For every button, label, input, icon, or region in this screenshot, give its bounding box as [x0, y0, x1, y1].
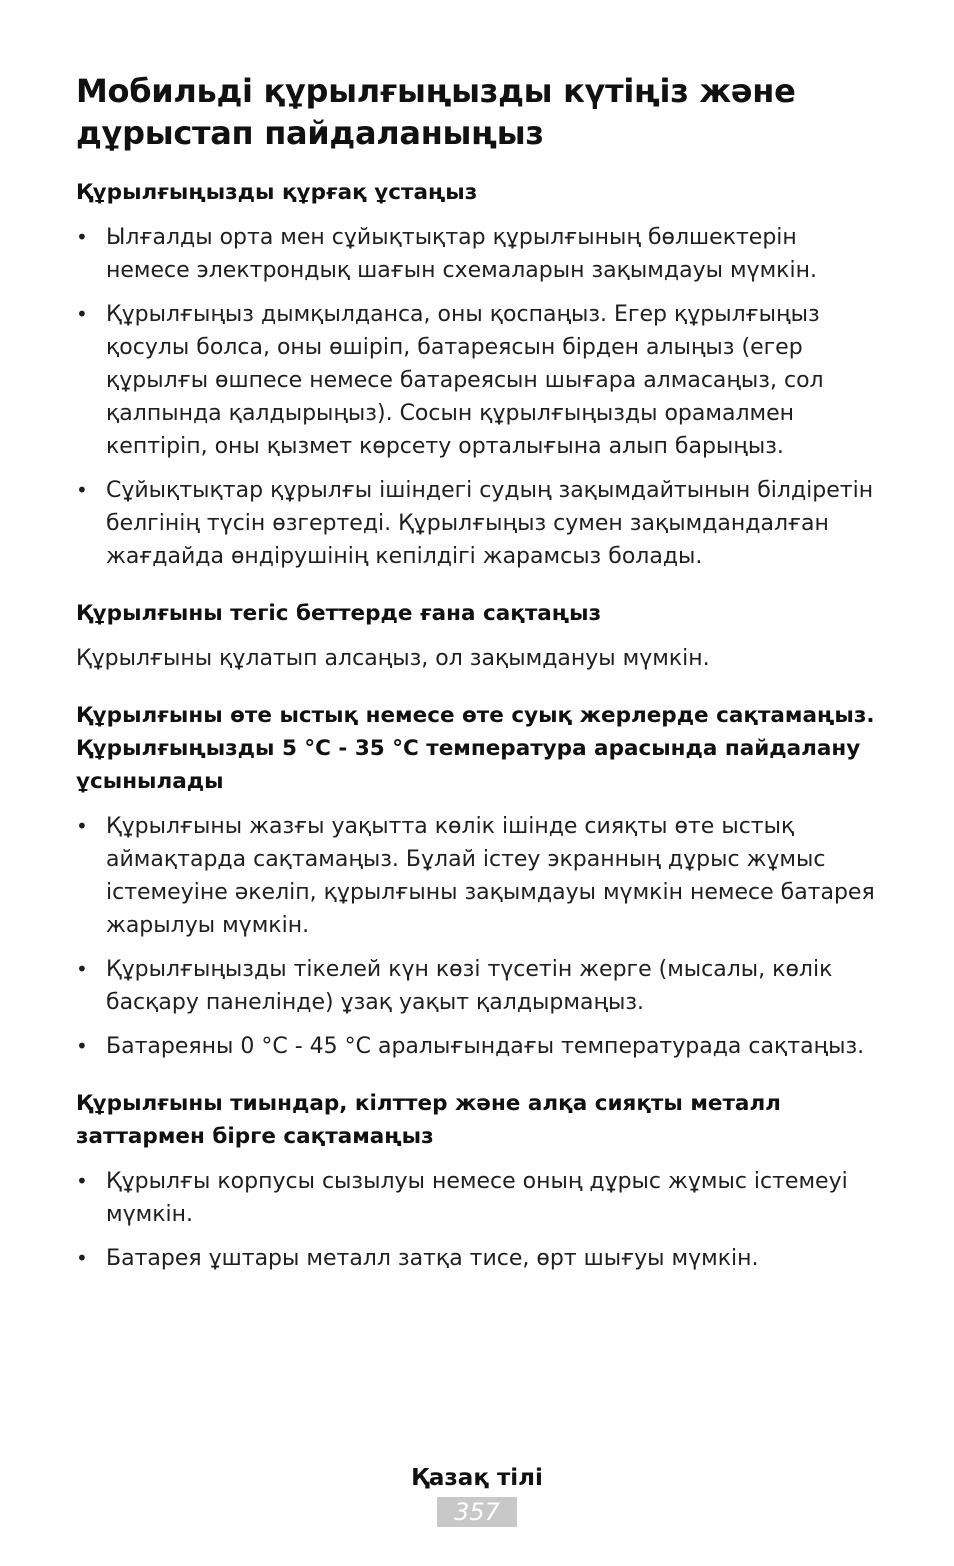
section-temperature: [76, 699, 876, 1063]
list-item: • Сұйықтықтар құрылғы ішіндегі судың зақымдайтынын білдіретін белгінің түсін өзгертеді. Құрылғыңыз сумен зақымдандалған жағдайда өндірушінің кепілдігі жарамсыз болады.: [76, 474, 876, 573]
bullet-list: [76, 810, 876, 1063]
section-heading: Құрылғыны өте ыстық немесе өте суық жерлерде сақтамаңыз. Құрылғыңызды 5 °C - 35 °C температура арасында пайдалану ұсынылады: [76, 703, 875, 794]
page-number: 357: [437, 1497, 517, 1527]
page-footer: [0, 1461, 954, 1527]
section-paragraph: Құрылғыны құлатып алсаңыз, ол зақымдануы мүмкін.: [76, 646, 710, 671]
list-item: • Құрылғыңызды тікелей күн көзі түсетін жерге (мысалы, көлік басқару панелінде) ұзақ уақыт қалдырмаңыз.: [76, 953, 876, 1019]
list-item: • Ылғалды орта мен сұйықтықтар құрылғының бөлшектерін немесе электрондық шағын схемаларын зақымдауы мүмкін.: [76, 221, 876, 287]
page-title: Мобильді құрылғыңызды күтіңіз және дұрыстап пайдаланыңыз: [76, 72, 796, 152]
section-metal-objects: [76, 1087, 876, 1275]
section-heading: Құрылғыңызды құрғақ ұстаңыз: [76, 180, 478, 205]
section-heading: Құрылғыны тиындар, кілттер және алқа сияқты металл заттармен бірге сақтамаңыз: [76, 1091, 781, 1149]
footer-language: Қазақ тілі: [411, 1465, 543, 1491]
section-flat-surfaces: [76, 597, 876, 675]
list-item: • Батареяны 0 °C - 45 °C аралығындағы температурада сақтаңыз.: [76, 1030, 876, 1063]
bullet-list: [76, 221, 876, 573]
list-item: • Батарея ұштары металл затқа тисе, өрт шығуы мүмкін.: [76, 1242, 876, 1275]
list-item: • Құрылғыңыз дымқылданса, оны қоспаңыз. Егер құрылғыңыз қосулы болса, оны өшіріп, батареясын бірден алыңыз (егер құрылғы өшпесе немесе батареясын шығара алмасаңыз, сол қалпында қалдырыңыз). Сосын құрылғыңызды орамалмен кептіріп, оны қызмет көрсету орталығына алып барыңыз.: [76, 298, 876, 463]
section-keep-dry: [76, 176, 876, 573]
list-item: • Құрылғы корпусы сызылуы немесе оның дұрыс жұмыс істемеуі мүмкін.: [76, 1165, 876, 1231]
bullet-list: [76, 1165, 876, 1275]
list-item: • Құрылғыны жазғы уақытта көлік ішінде сияқты өте ыстық аймақтарда сақтамаңыз. Бұлай істеу экранның дұрыс жұмыс істемеуіне әкеліп, құрылғыны зақымдауы мүмкін немесе батарея жарылуы мүмкін.: [76, 810, 876, 942]
section-heading: Құрылғыны тегіс беттерде ғана сақтаңыз: [76, 601, 602, 626]
page-content: [76, 70, 876, 1299]
